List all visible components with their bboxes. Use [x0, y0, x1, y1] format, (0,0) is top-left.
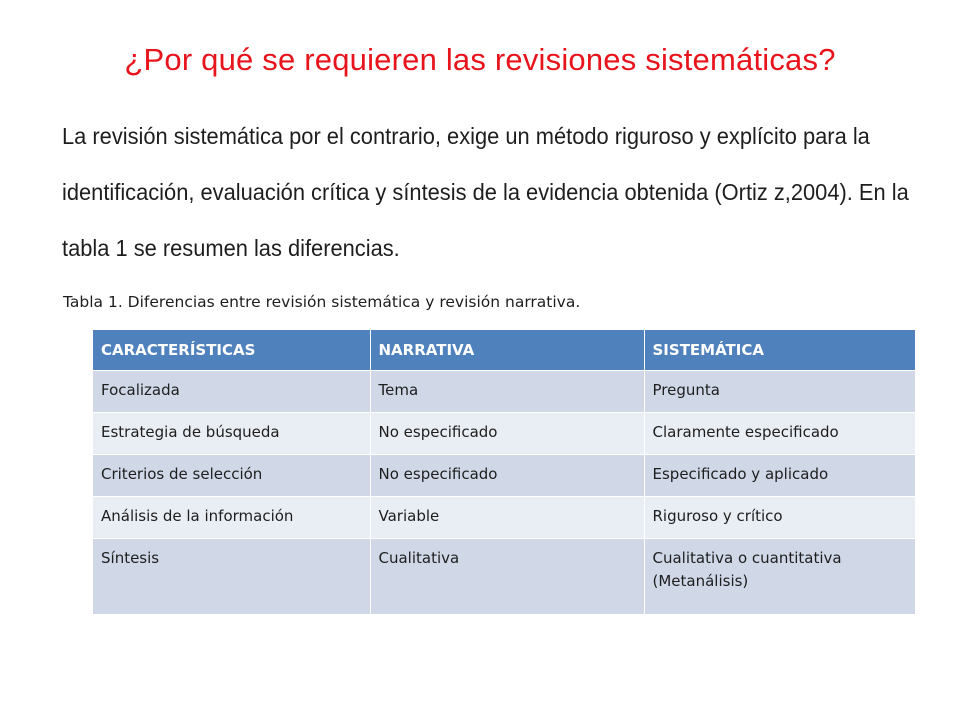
cell-caracteristica: Estrategia de búsqueda	[93, 413, 370, 455]
cell-narrativa: Cualitativa	[370, 539, 644, 615]
comparison-table	[93, 330, 915, 614]
table-header-row	[93, 330, 915, 371]
table-caption: Tabla 1. Diferencias entre revisión sistemática y revisión narrativa.	[63, 293, 581, 311]
cell-narrativa: No especificado	[370, 455, 644, 497]
cell-narrativa: Tema	[370, 371, 644, 413]
cell-narrativa: Variable	[370, 497, 644, 539]
header-narrativa: NARRATIVA	[370, 330, 644, 371]
table-row	[93, 497, 915, 539]
cell-sistematica: Claramente especificado	[644, 413, 915, 455]
cell-sistematica: Riguroso y crítico	[644, 497, 915, 539]
table-row	[93, 371, 915, 413]
slide-title: ¿Por qué se requieren las revisiones sistemáticas?	[124, 42, 836, 77]
cell-caracteristica: Focalizada	[93, 371, 370, 413]
table-row	[93, 539, 915, 615]
cell-sistematica: Cualitativa o cuantitativa (Metanálisis)	[644, 539, 915, 615]
header-sistematica: SISTEMÁTICA	[644, 330, 915, 371]
cell-sistematica: Pregunta	[644, 371, 915, 413]
cell-caracteristica: Criterios de selección	[93, 455, 370, 497]
cell-narrativa: No especificado	[370, 413, 644, 455]
table-row	[93, 413, 915, 455]
body-paragraph: La revisión sistemática por el contrario, exige un método riguroso y explícito para la identificación, evaluación crítica y síntesis de la evidencia obtenida (Ortiz z,2004). En la tabla 1 se resumen las diferencias.	[62, 123, 909, 261]
table-row	[93, 455, 915, 497]
cell-caracteristica: Análisis de la información	[93, 497, 370, 539]
header-caracteristicas: CARACTERÍSTICAS	[93, 330, 370, 371]
cell-caracteristica: Síntesis	[93, 539, 370, 615]
cell-sistematica: Especificado y aplicado	[644, 455, 915, 497]
